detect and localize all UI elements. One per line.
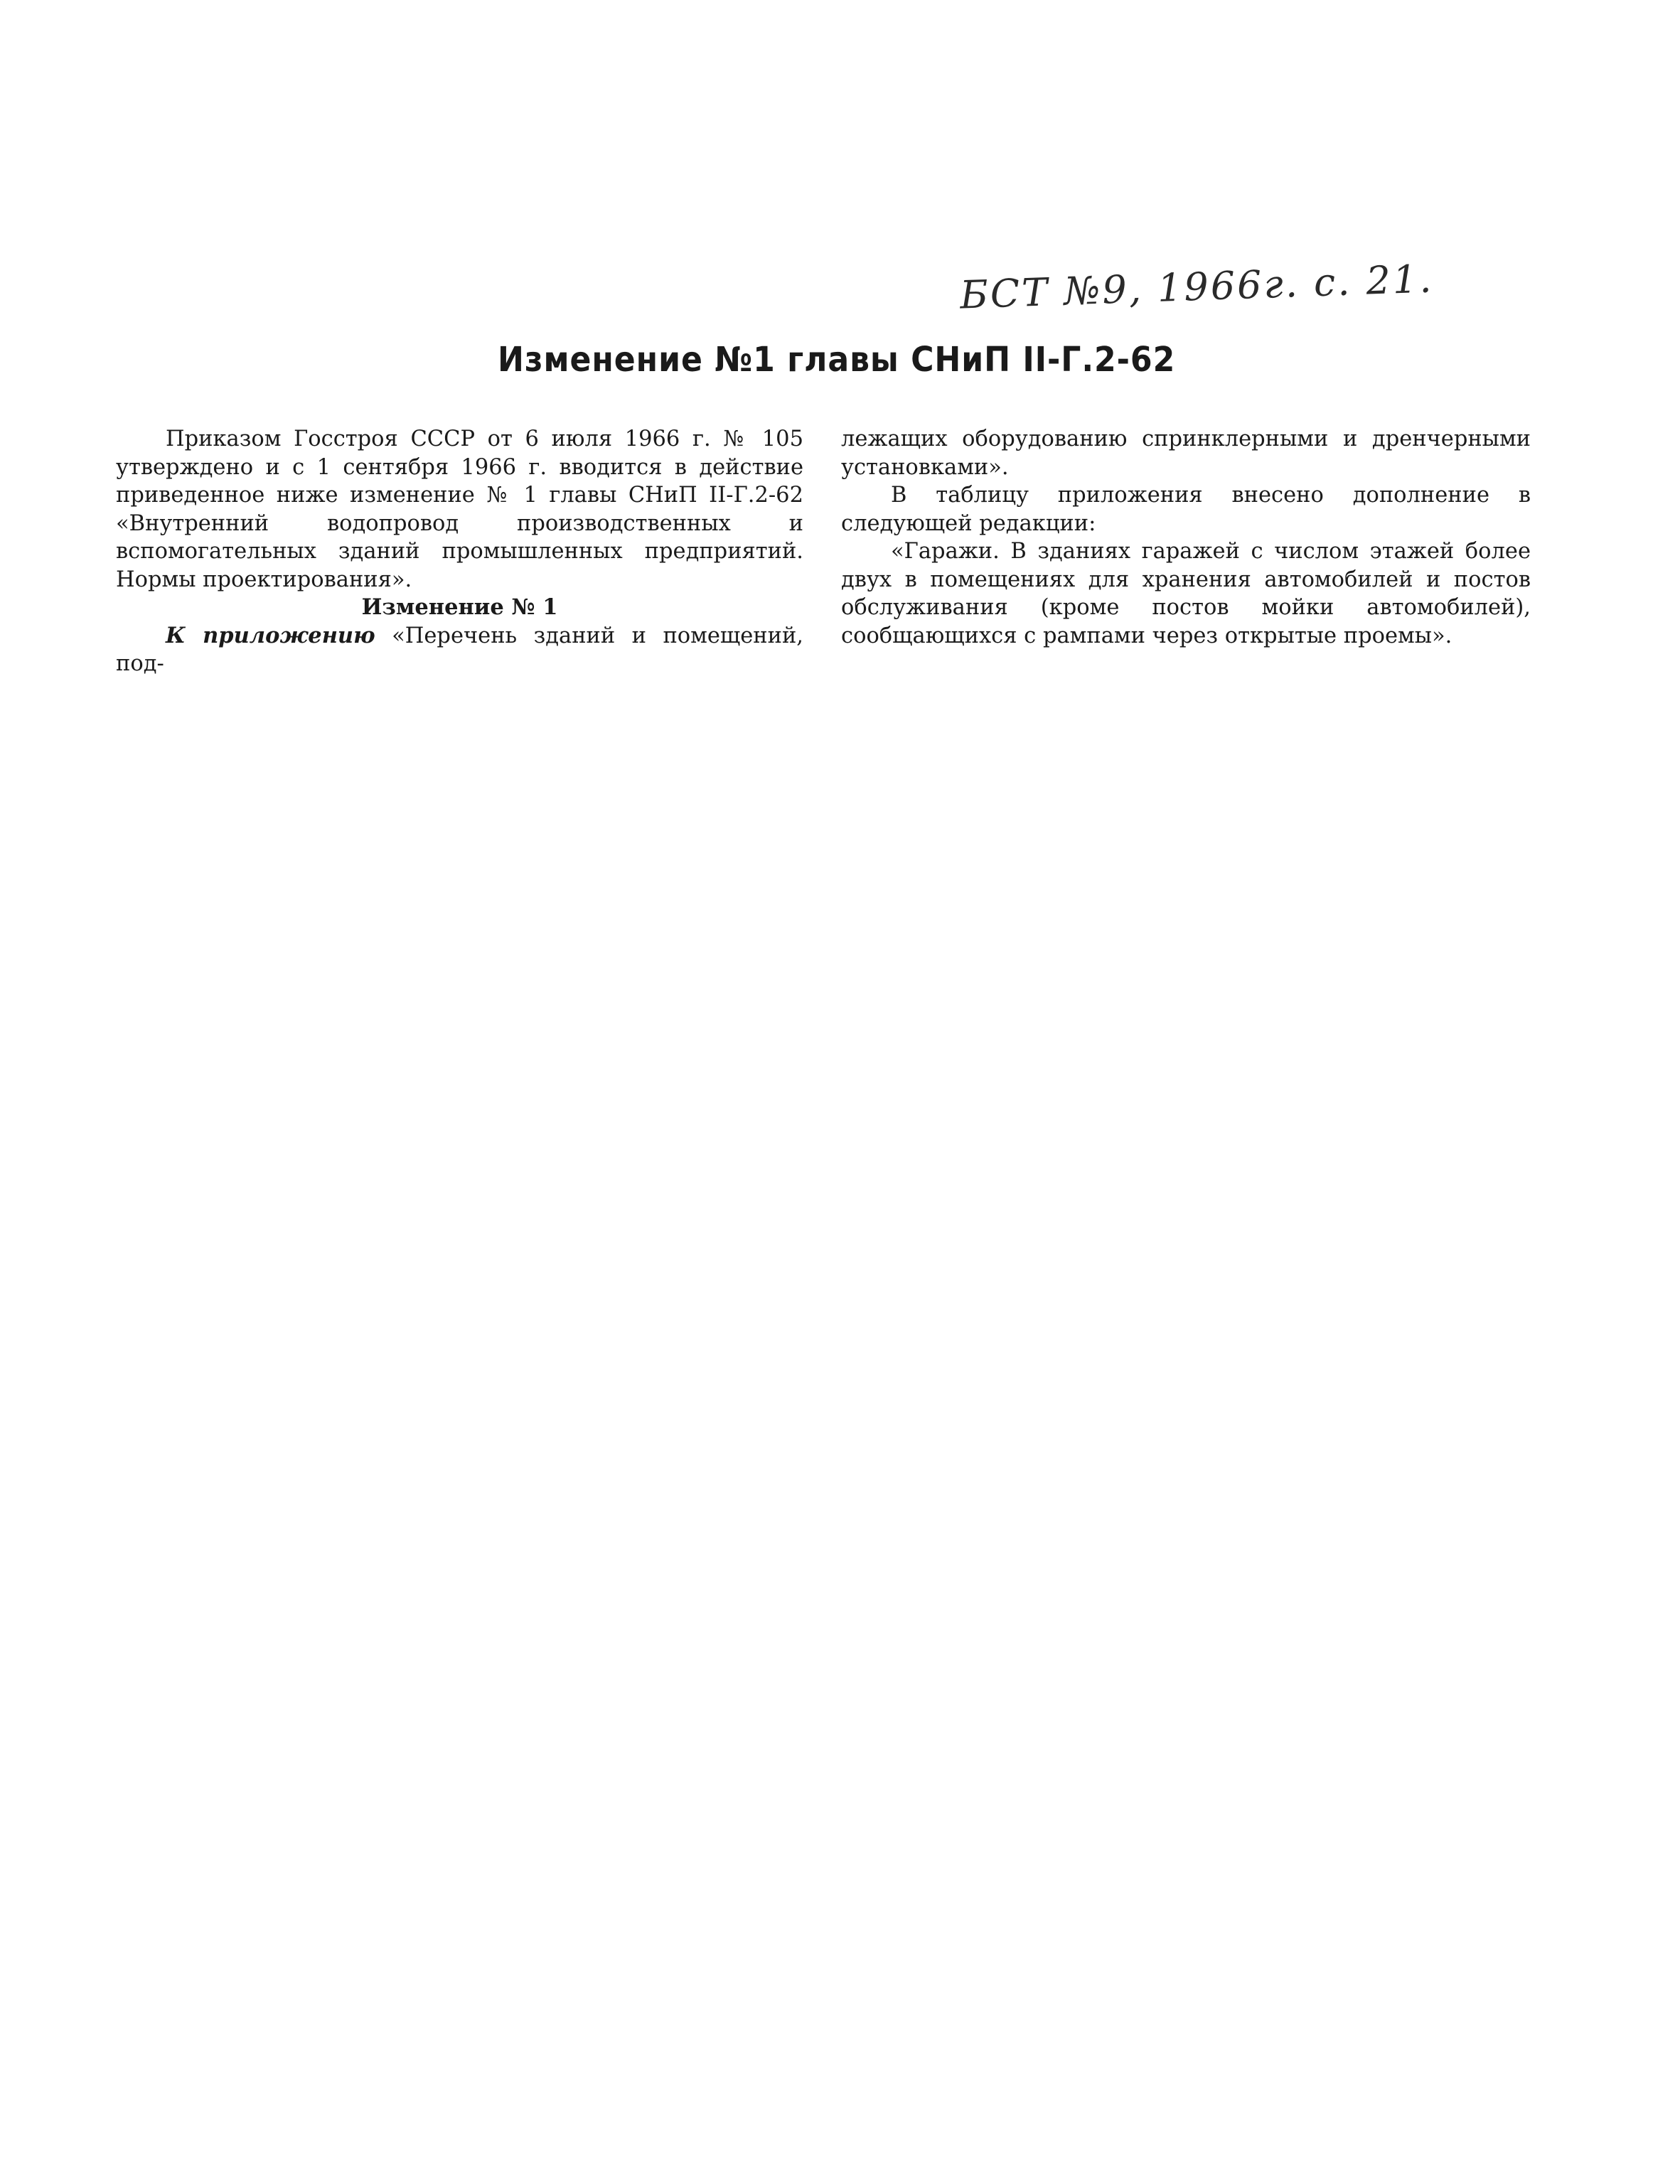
garages-paragraph: «Гаражи. В зданиях гаражей с числом этажей более двух в помещениях для хранения автомобилей и постов обслуживания (кроме постов мойки автомобилей), сообщающихся с рампами через открытые проемы». bbox=[841, 539, 1531, 648]
document-title: Изменение №1 главы СНиП II-Г.2-62 bbox=[498, 340, 1176, 380]
intro-paragraph: Приказом Госстроя СССР от 6 июля 1966 г. № 105 утверждено и с 1 сентября 1966 г. вводится в действие приведенное ниже изменение № 1 главы СНиП II-Г.2-62 «Внутренний водопровод производственных и вспомогательных зданий промышленных предприятий. Нормы проектирования». bbox=[116, 427, 803, 592]
right-column bbox=[841, 425, 1531, 650]
left-column bbox=[116, 425, 803, 678]
annex-lead-text: К приложению bbox=[166, 622, 375, 648]
continuation-paragraph: лежащих оборудованию спринклерными и дренчерными установками». bbox=[841, 427, 1531, 480]
annex-title-text: «Перечень зданий и помещений, под- bbox=[116, 623, 803, 676]
table-note-paragraph: В таблицу приложения внесено дополнение в следующей редакции: bbox=[841, 483, 1531, 536]
annex-paragraph bbox=[116, 622, 803, 678]
handwritten-reference-note: БСТ №9, 1966г. с. 21. bbox=[959, 256, 1435, 318]
amendment-subheading: Изменение № 1 bbox=[361, 594, 558, 620]
